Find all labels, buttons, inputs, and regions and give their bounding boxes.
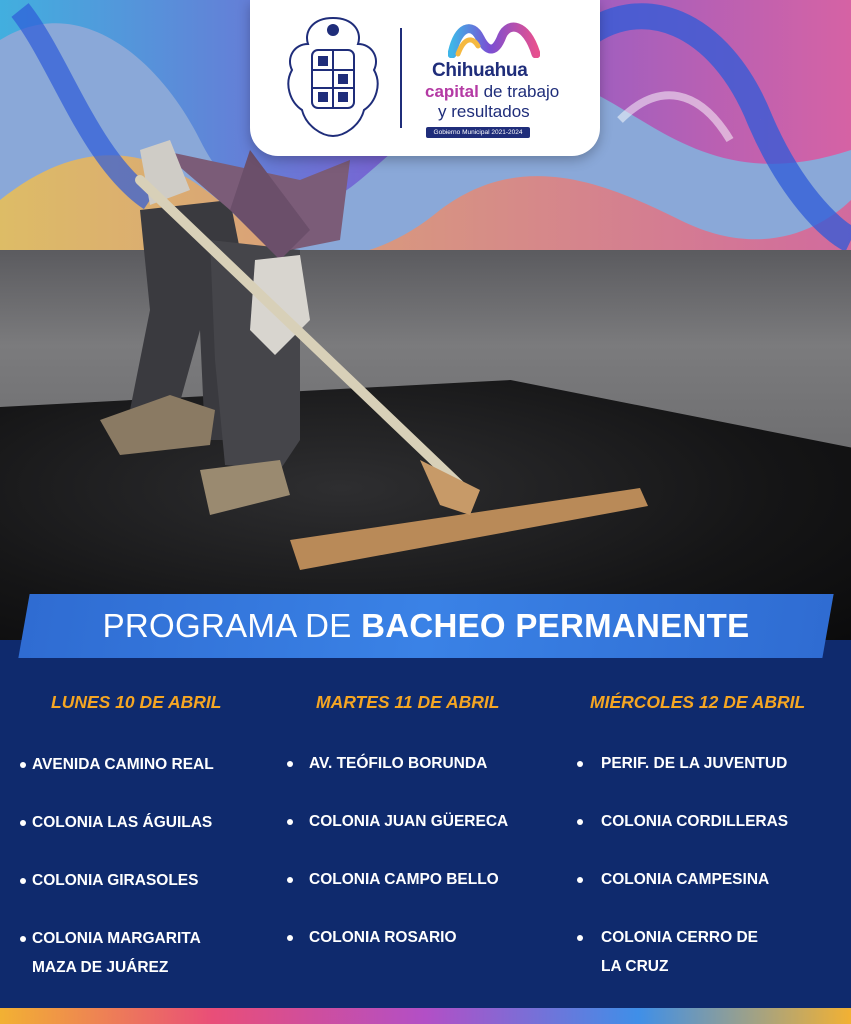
bullet-icon xyxy=(287,877,293,883)
brand-line-1: Chihuahua xyxy=(432,60,528,81)
page-title xyxy=(24,594,828,658)
list-item: COLONIA CAMPESINA xyxy=(601,871,770,888)
bullet-icon xyxy=(20,820,26,826)
list-item-continued: MAZA DE JUÁREZ xyxy=(32,959,169,976)
bullet-icon xyxy=(577,819,583,825)
day-heading: MIÉRCOLES 12 DE ABRIL xyxy=(590,692,806,712)
municipal-seal-icon xyxy=(282,14,384,140)
chihuahua-brand-mark-icon xyxy=(448,18,540,58)
list-item: COLONIA CAMPO BELLO xyxy=(309,871,499,888)
bullet-icon xyxy=(287,761,293,767)
brand-line-2 xyxy=(425,82,559,102)
list-item: PERIF. DE LA JUVENTUD xyxy=(601,755,788,772)
bullet-icon xyxy=(287,819,293,825)
title-light: PROGRAMA DE xyxy=(102,607,362,644)
brand-line-2-rest: de trabajo xyxy=(478,82,560,101)
logo-divider xyxy=(400,28,402,128)
brand-tagline: Gobierno Municipal 2021-2024 xyxy=(426,127,530,138)
list-item: AVENIDA CAMINO REAL xyxy=(32,756,214,773)
list-item: COLONIA GIRASOLES xyxy=(32,872,199,889)
list-item: COLONIA LAS ÁGUILAS xyxy=(32,814,213,831)
list-item: AV. TEÓFILO BORUNDA xyxy=(309,755,488,772)
day-heading: LUNES 10 DE ABRIL xyxy=(51,692,222,712)
list-item-continued: LA CRUZ xyxy=(601,958,669,975)
day-heading: MARTES 11 DE ABRIL xyxy=(316,692,500,712)
bullet-icon xyxy=(20,762,26,768)
list-item: COLONIA MARGARITA xyxy=(32,930,201,947)
list-item: COLONIA CORDILLERAS xyxy=(601,813,789,830)
bullet-icon xyxy=(577,877,583,883)
list-item: COLONIA CERRO DE xyxy=(601,929,759,946)
brand-highlight: capital xyxy=(425,82,479,101)
title-bold: BACHEO PERMANENTE xyxy=(361,607,750,644)
bullet-icon xyxy=(20,936,26,942)
bullet-icon xyxy=(577,761,583,767)
bullet-icon xyxy=(20,878,26,884)
list-item: COLONIA ROSARIO xyxy=(309,929,457,946)
bullet-icon xyxy=(287,935,293,941)
bullet-icon xyxy=(577,935,583,941)
schedule xyxy=(0,658,851,1008)
list-item: COLONIA JUAN GÜERECA xyxy=(309,813,509,830)
brand-line-3: y resultados xyxy=(438,102,530,121)
bottom-color-stripe xyxy=(0,1008,851,1024)
